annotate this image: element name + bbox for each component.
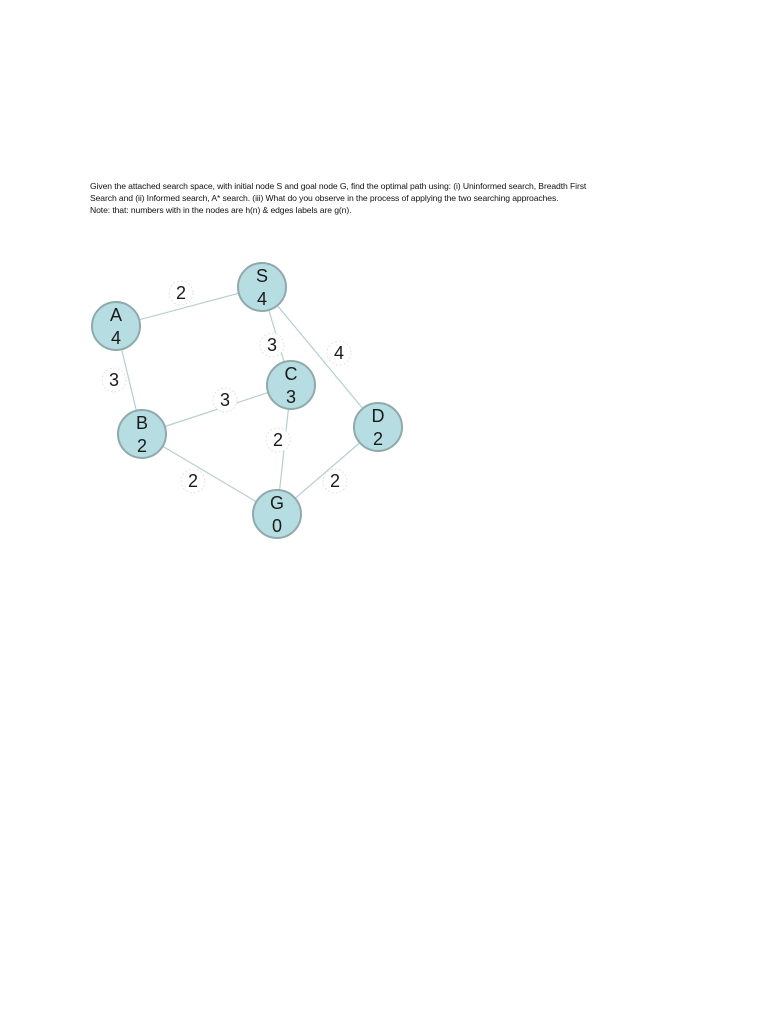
node-d xyxy=(354,403,402,451)
node-name-text: A xyxy=(109,305,123,325)
question-line-3: Note: that: numbers with in the nodes are h(n) & edges labels are g(n). xyxy=(90,205,352,215)
edge-cost-text: 3 xyxy=(108,370,120,390)
node-heuristic-text: 0 xyxy=(271,516,283,536)
node-b xyxy=(118,410,166,458)
node-s xyxy=(238,263,286,311)
node-a xyxy=(92,302,140,350)
edge-label-b-g xyxy=(181,469,205,493)
edge-label-b-c xyxy=(213,388,237,412)
node-heuristic-text: 4 xyxy=(110,328,122,348)
edge-cost-text: 2 xyxy=(175,283,187,303)
node-heuristic-text: 4 xyxy=(256,289,268,309)
edge-label-a-s xyxy=(169,281,193,305)
edge-label-s-c xyxy=(260,333,284,357)
node-name-text: B xyxy=(135,413,149,433)
edge-cost-text: 2 xyxy=(272,430,284,450)
edge-cost-text: 3 xyxy=(266,335,278,355)
node-g xyxy=(253,490,301,538)
node-heuristic-text: 2 xyxy=(372,429,384,449)
question-line-2: Search and (ii) Informed search, A* search. (iii) What do you observe in the process of applying the two searching approaches. xyxy=(90,193,559,203)
edge-label-d-g xyxy=(323,469,347,493)
edge-cost-text: 3 xyxy=(219,390,231,410)
edge-label-c-g xyxy=(266,428,290,452)
node-c xyxy=(267,361,315,409)
node-name-text: S xyxy=(255,266,269,286)
edge-label-s-d xyxy=(327,341,351,365)
edge-cost-text: 2 xyxy=(329,471,341,491)
node-name-text: C xyxy=(284,364,298,384)
edge-cost-text: 2 xyxy=(187,471,199,491)
node-name-text: D xyxy=(371,406,385,426)
node-heuristic-text: 2 xyxy=(136,436,148,456)
node-name-text: G xyxy=(269,493,285,513)
edge-cost-text: 4 xyxy=(333,343,345,363)
edge-label-a-b xyxy=(102,368,126,392)
node-heuristic-text: 3 xyxy=(285,387,297,407)
question-line-1: Given the attached search space, with initial node S and goal node G, find the optimal path using: (i) Uninformed search, Breadth First xyxy=(90,181,587,191)
